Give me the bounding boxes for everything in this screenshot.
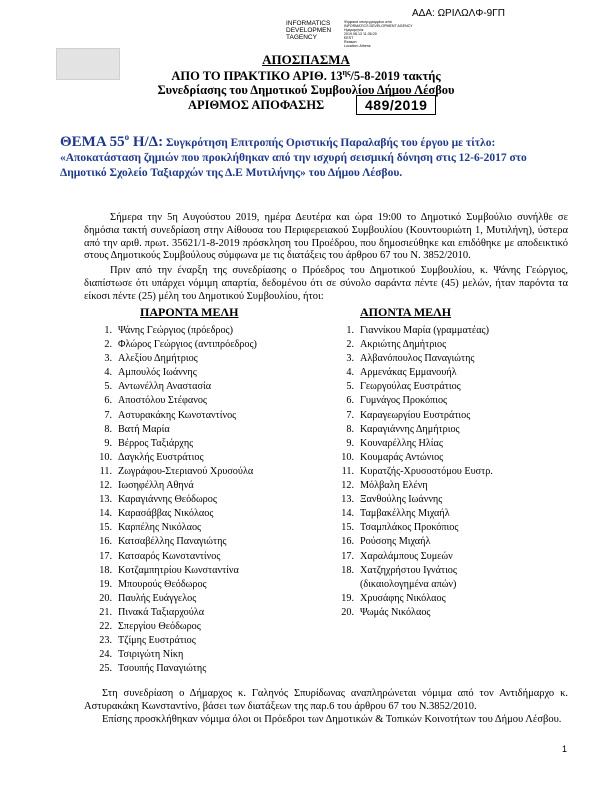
member-name: Τσουπής Παναγιώτης xyxy=(118,663,207,675)
member-name: Βατή Μαρία xyxy=(118,423,170,435)
present-member-row xyxy=(88,620,257,634)
sig-line-4: 2019.08.13 11:36:20 xyxy=(344,32,377,36)
present-member-row xyxy=(88,578,257,592)
member-number: 14. xyxy=(99,508,112,520)
member-number: 24. xyxy=(99,649,112,661)
absent-member-row xyxy=(330,394,493,408)
absent-member-row xyxy=(330,507,493,521)
member-name: Πινακά Ταξιαρχούλα xyxy=(118,606,205,618)
member-number: 18. xyxy=(99,564,112,576)
absent-member-row xyxy=(330,423,493,437)
informatics-line-2: DEVELOPMEN xyxy=(286,27,332,34)
ada-code: ΑΔΑ: ΩΡΙΛΩΛΦ-9ΓΠ xyxy=(412,8,505,19)
member-number: 7. xyxy=(104,409,112,421)
member-number: 4. xyxy=(104,367,112,379)
member-number: 6. xyxy=(346,395,354,407)
member-name: Καρπέλης Νικόλαος xyxy=(118,522,202,534)
member-number: 5. xyxy=(346,381,354,393)
member-name: Γιαννίκου Μαρία (γραμματέας) xyxy=(360,325,489,336)
member-name: Χαραλάμπους Συμεών xyxy=(360,550,453,562)
member-number: 16. xyxy=(341,536,354,548)
member-name: Κουναρέλλης Ηλίας xyxy=(360,437,443,449)
member-name: Αλβανόπουλος Παναγιώτης xyxy=(360,353,475,365)
member-number: 12. xyxy=(341,480,354,492)
present-member-row xyxy=(88,437,257,451)
absent-member-row xyxy=(330,324,493,338)
member-name: Χρυσάφης Νικόλαος xyxy=(360,592,446,604)
absent-member-row xyxy=(330,437,493,451)
subject-block xyxy=(60,130,568,181)
footer-mayor-note: Στη συνεδρίαση ο Δήμαρχος κ. Γαληνός Σπυρίδωνας αναπληρώνεται νόμιμα από τον Αντιδήμαρχο κ. Αστυρακάκη Κωνσταντίνο, βάσει των διατάξεων της παρ.6 του άρθρου 67 του Ν.3852/2010. xyxy=(84,688,568,712)
sig-line-7: Location: Athens xyxy=(344,44,371,48)
member-name: Σπεργίου Θεόδωρος xyxy=(118,620,201,632)
present-member-row xyxy=(88,493,257,507)
subject-lead-sup: ο xyxy=(124,132,130,142)
member-name: Αποστόλου Στέφανος xyxy=(118,395,207,407)
decision-number-box: 489/2019 xyxy=(356,95,436,115)
member-name: Ταμβακέλλης Μιχαήλ xyxy=(360,508,450,520)
member-number: 17. xyxy=(341,550,354,562)
member-name: Κυρατζής-Χρυσοστόμου Ευστρ. xyxy=(360,465,493,477)
member-name: Ρούσσης Μιχαήλ xyxy=(360,536,431,548)
digital-signature-info xyxy=(344,20,414,48)
present-member-row xyxy=(88,507,257,521)
member-name: Γεωργούλας Ευστράτιος xyxy=(360,381,461,393)
member-name: Αλεξίου Δημήτριος xyxy=(118,353,198,365)
member-name: Φλώρος Γεώργιος (αντιπρόεδρος) xyxy=(118,339,257,351)
present-members-heading: ΠΑΡΟΝΤΑ ΜΕΛΗ xyxy=(140,305,239,319)
member-number: 20. xyxy=(99,592,112,604)
member-number: 13. xyxy=(99,494,112,506)
absent-member-row xyxy=(330,578,493,592)
present-member-row xyxy=(88,606,257,620)
member-name: Αντωνέλλη Αναστασία xyxy=(118,381,212,393)
member-number: 12. xyxy=(99,480,112,492)
member-name: Καραγιάννης Θεόδωρος xyxy=(118,494,217,506)
absent-member-row xyxy=(330,606,493,620)
present-member-row xyxy=(88,352,257,366)
absent-member-row xyxy=(330,465,493,479)
present-member-row xyxy=(88,662,257,676)
sig-line-5: EEST xyxy=(344,36,354,40)
absent-member-row xyxy=(330,535,493,549)
member-name: Καρασάββας Νικόλαος xyxy=(118,508,214,520)
absent-member-row xyxy=(330,521,493,535)
sig-line-1: Ψηφιακά υπογεγραμμένο από xyxy=(344,20,392,24)
member-number: 17. xyxy=(99,550,112,562)
member-number: 15. xyxy=(341,522,354,534)
member-number: 22. xyxy=(99,620,112,632)
present-member-row xyxy=(88,465,257,479)
member-number: 9. xyxy=(104,437,112,449)
member-name: Ψάνης Γεώργιος (πρόεδρος) xyxy=(118,325,233,336)
member-number: 15. xyxy=(99,522,112,534)
absent-member-row xyxy=(330,409,493,423)
member-name: Παυλής Ευάγγελος xyxy=(118,592,197,604)
member-name: Αρμενάκας Εμμανουήλ xyxy=(360,367,457,379)
present-member-row xyxy=(88,380,257,394)
member-name: Γυμνάγος Προκόπιος xyxy=(360,395,448,407)
informatics-line-3: TAGENCY xyxy=(286,34,317,41)
member-name: Τσαμπλάκος Προκόπιος xyxy=(360,522,459,534)
present-member-row xyxy=(88,324,257,338)
member-name: Κατσαβέλλης Παναγιώτης xyxy=(118,536,227,548)
member-number: 4. xyxy=(346,367,354,379)
present-member-row xyxy=(88,535,257,549)
absent-member-row xyxy=(330,451,493,465)
member-number: 10. xyxy=(99,451,112,463)
absent-member-row xyxy=(330,352,493,366)
present-member-row xyxy=(88,451,257,465)
minutes-ref-sup: ης xyxy=(342,68,351,77)
member-name: Κουμαράς Αντώνιος xyxy=(360,451,444,463)
informatics-agency-stamp xyxy=(286,20,331,41)
member-number: 11. xyxy=(341,465,354,477)
member-number: 3. xyxy=(104,353,112,365)
present-member-row xyxy=(88,648,257,662)
member-name: Καραγιάννης Δημήτριος xyxy=(360,423,460,435)
member-name: Βέρρος Ταξιάρχης xyxy=(118,437,194,449)
minutes-ref-main: ΑΠΟ ΤΟ ΠΡΑΚΤΙΚΟ ΑΡΙΘ. 13 xyxy=(171,69,343,84)
sig-line-3: Ημερομηνία: xyxy=(344,28,365,32)
member-number: 21. xyxy=(99,606,112,618)
member-number: 8. xyxy=(346,423,354,435)
page-number: 1 xyxy=(562,744,568,754)
present-member-row xyxy=(88,394,257,408)
member-number: 5. xyxy=(104,381,112,393)
absent-member-row xyxy=(330,338,493,352)
present-member-row xyxy=(88,423,257,437)
absent-member-row xyxy=(330,550,493,564)
present-member-row xyxy=(88,479,257,493)
present-member-row xyxy=(88,564,257,578)
absent-member-row xyxy=(330,493,493,507)
member-number: 6. xyxy=(104,395,112,407)
member-name: Ακριώτης Δημήτριος xyxy=(360,339,447,351)
session-description: Συνεδρίασης του Δημοτικού Συμβουλίου Δήμου Λέσβου xyxy=(157,83,455,97)
member-number: 16. xyxy=(99,536,112,548)
paragraph-quorum: Πριν από την έναρξη της συνεδρίασης ο Πρόεδρος του Δημοτικού Συμβουλίου, κ. Ψάνης Γεώργιος, διαπίστωσε ότι υπάρχει νόμιμη απαρτία, δεδομένου ότι σε σύνολο σαράντα πέντε (45) μελών, ήταν παρόντα τα είκοσι πέντε (25) μέλη του Δημοτικού Συμβουλίου, ήτοι: xyxy=(84,265,568,302)
document-title: ΑΠΟΣΠΑΣΜΑ xyxy=(262,52,350,67)
present-members-list xyxy=(88,324,257,676)
footer-invitation-note: Επίσης προσκλήθηκαν νόμιμα όλοι οι Πρόεδροι των Δημοτικών & Τοπικών Κοινοτήτων του Δήμου Λέσβου. xyxy=(102,714,562,725)
member-name: Δαγκλής Ευστράτιος xyxy=(118,451,204,463)
absent-members-list xyxy=(330,324,493,620)
subject-lead xyxy=(60,134,163,150)
member-number: 11. xyxy=(99,465,112,477)
member-number: 2. xyxy=(104,339,112,351)
present-member-row xyxy=(88,366,257,380)
member-number: 7. xyxy=(346,409,354,421)
member-name: Μπουρούς Θεόδωρος xyxy=(118,578,207,590)
member-number: 19. xyxy=(341,592,354,604)
member-name: Κατσαρός Κωνσταντίνος xyxy=(118,550,221,562)
member-number: 13. xyxy=(341,494,354,506)
informatics-line-1: INFORMATICS xyxy=(286,20,331,27)
member-number: 25. xyxy=(99,663,112,675)
member-name: Χατζηχρήστου Ιγνάτιος xyxy=(360,564,457,576)
present-member-row xyxy=(88,550,257,564)
absent-member-row xyxy=(330,366,493,380)
member-number: 19. xyxy=(99,578,112,590)
member-number: 1. xyxy=(346,325,354,336)
member-number: 18. xyxy=(341,564,354,576)
member-name: Αμπουλός Ιωάννης xyxy=(118,367,197,379)
sig-line-6: Reason: xyxy=(344,40,358,44)
paragraph-session-call: Σήμερα την 5η Αυγούστου 2019, ημέρα Δευτέρα και ώρα 19:00 το Δημοτικό Συμβούλιο συνήλθε σε δημόσια τακτή συνεδρίαση στην Αίθουσα του Περιφερειακού Συμβουλίου (Κουντουριώτη 1, Μυτιλήνη), ύστερα από την αριθ. πρωτ. 35621/1-8-2019 πρόσκληση του Προέδρου, που δημοσιεύθηκε και επιδόθηκε με αποδεικτικό στους Δημοτικούς Συμβούλους σύμφωνα με τις διατάξεις του άρθρου 67 του Ν. 3852/2010. xyxy=(84,212,568,262)
present-member-row xyxy=(88,592,257,606)
member-name: Τζίμης Ευστράτιος xyxy=(118,635,196,647)
member-number: 2. xyxy=(346,339,354,351)
absent-member-row xyxy=(330,380,493,394)
subject-text: Συγκρότηση Επιτροπής Οριστικής Παραλαβής του έργου με τίτλο: «Αποκατάσταση ζημιών που προκλήθηκαν από την ισχυρή σεισμική δόνηση στις 12-6-2017 στο Δημοτικό Σχολείο Ταξιαρχών της Δ.Ε Μυτιλήνης» του Δήμου Λέσβου. xyxy=(60,137,527,179)
subject-lead-main: ΘΕΜΑ 55 xyxy=(60,134,125,150)
member-name: Ιωσηφέλλη Αθηνά xyxy=(118,480,194,492)
member-name: Ξανθούλης Ιωάννης xyxy=(360,494,443,506)
member-number: 8. xyxy=(104,423,112,435)
member-name: Μόλβαλη Ελένη xyxy=(360,480,428,492)
present-member-row xyxy=(88,634,257,648)
member-name: Κοτζαμπητρίου Κωνσταντίνα xyxy=(118,564,239,576)
absent-member-row xyxy=(330,479,493,493)
member-name: Ζωγράφου-Στεριανού Χρυσούλα xyxy=(118,465,254,477)
present-member-row xyxy=(88,521,257,535)
absent-members-heading: ΑΠΟΝΤΑ ΜΕΛΗ xyxy=(360,305,452,319)
minutes-reference xyxy=(0,68,612,84)
member-number: 14. xyxy=(341,508,354,520)
present-member-row xyxy=(88,409,257,423)
member-name: (δικαιολογημένα απών) xyxy=(360,578,457,590)
member-number: 3. xyxy=(346,353,354,365)
member-name: Ψωμάς Νικόλαος xyxy=(360,606,431,618)
minutes-ref-tail: /5-8-2019 τακτής xyxy=(350,69,441,84)
absent-member-row xyxy=(330,592,493,606)
subject-lead-tail: Η/Δ: xyxy=(129,134,164,150)
member-name: Αστυρακάκης Κωνσταντίνος xyxy=(118,409,237,421)
member-number: 10. xyxy=(341,451,354,463)
member-number: 23. xyxy=(99,635,112,647)
present-member-row xyxy=(88,338,257,352)
member-number: 20. xyxy=(341,606,354,618)
member-name: Καραγεωργίου Ευστράτιος xyxy=(360,409,471,421)
sig-line-2: INFORMATICS DEVELOPMENT AGENCY xyxy=(344,24,413,28)
member-name: Τσιριγώτη Νίκη xyxy=(118,649,184,661)
member-number: 9. xyxy=(346,437,354,449)
member-number: 1. xyxy=(104,325,112,336)
absent-member-row xyxy=(330,564,493,578)
decision-label: ΑΡΙΘΜΟΣ ΑΠΟΦΑΣΗΣ xyxy=(188,98,325,112)
